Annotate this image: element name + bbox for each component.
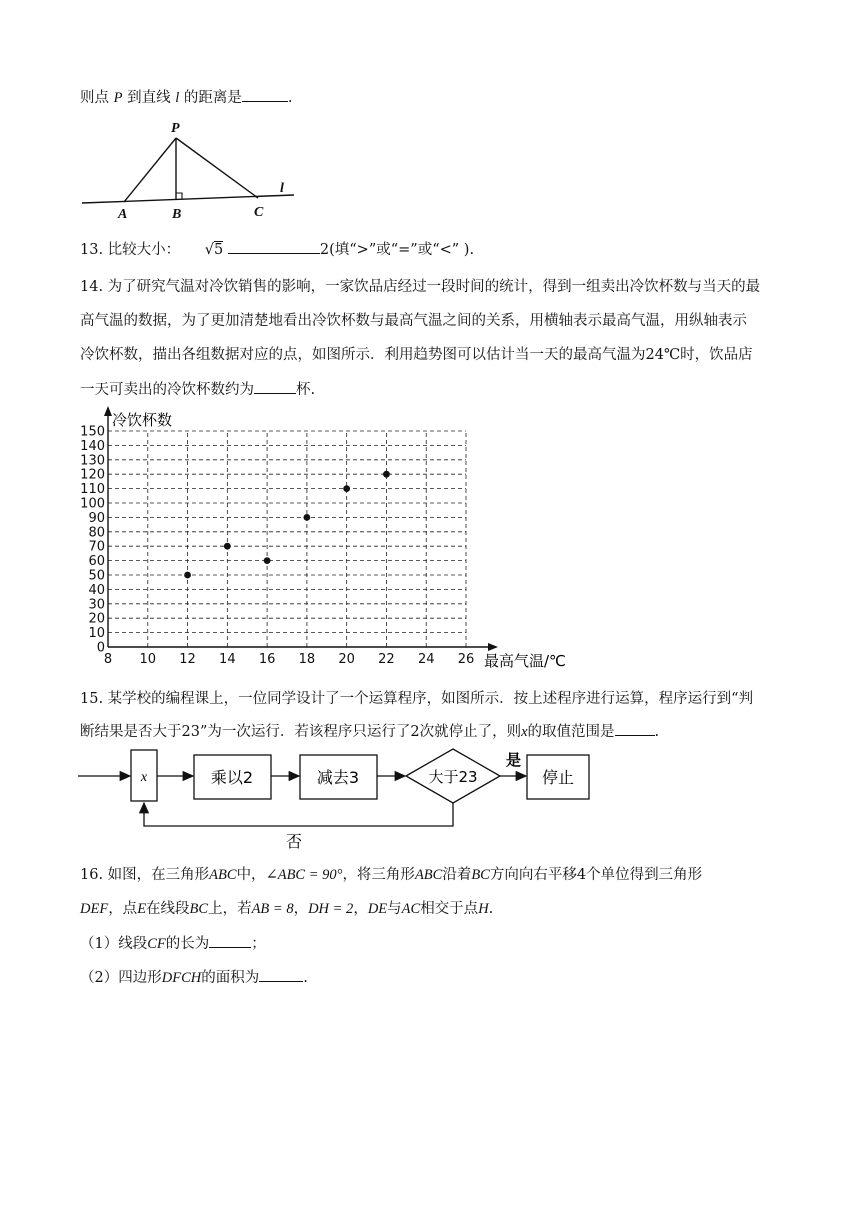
loop-back-arrow [144, 803, 453, 826]
x-tick-label: 26 [457, 652, 475, 667]
x-tick-label: 8 [103, 652, 113, 667]
answer-blank[interactable] [209, 932, 251, 948]
x-axis-label: 最高气温/℃ [484, 652, 566, 670]
x-tick-label: 20 [338, 652, 355, 667]
svg-text:减去3: 减去3 [316, 768, 360, 787]
y-tick-label: 30 [88, 597, 105, 613]
y-tick-label: 80 [88, 525, 105, 541]
x-tick-label: 14 [219, 652, 236, 667]
svg-text:是: 是 [506, 751, 522, 769]
answer-blank[interactable] [242, 86, 288, 102]
y-tick-label: 10 [88, 626, 105, 642]
question-16-line2: DEF，点E在线段BC上，若AB = 8，DH = 2，DE与AC相交于点H. [80, 901, 494, 917]
answer-blank[interactable] [259, 966, 303, 982]
x-tick-label: 10 [139, 652, 157, 667]
y-tick-label: 50 [88, 568, 105, 584]
svg-text:否: 否 [286, 832, 303, 851]
svg-text:乘以2: 乘以2 [210, 768, 254, 787]
label-l: l [280, 181, 284, 196]
x-tick-label: 18 [298, 652, 316, 667]
x-tick-label: 16 [258, 652, 276, 667]
triangle-figure [78, 118, 302, 222]
data-point [383, 471, 390, 478]
data-points [184, 471, 390, 579]
label-p: P [171, 121, 180, 136]
data-point [184, 572, 191, 579]
label-b: B [172, 207, 182, 222]
line-l [82, 195, 294, 203]
y-tick-label: 60 [88, 554, 105, 570]
label-a: A [118, 207, 128, 222]
x-tick-labels [104, 652, 474, 667]
question-15-line2: 断结果是否大于23”为一次运行．若该程序只运行了2次就停止了，则x的取值范围是 . [80, 720, 659, 743]
flowchart [78, 744, 598, 860]
right-angle-mark [176, 193, 182, 199]
y-tick-label: 100 [80, 496, 105, 512]
y-tick-label: 120 [80, 467, 105, 483]
y-tick-label: 40 [88, 582, 105, 598]
x-tick-label: 12 [179, 652, 196, 667]
scatter-chart [70, 404, 590, 674]
question-13: 13. 比较大小： √5 2(填“>”或“=”或“<” ). [80, 238, 474, 261]
data-point [224, 543, 231, 550]
answer-blank[interactable] [254, 378, 296, 394]
y-axis-arrow [104, 406, 112, 416]
segment-pc [176, 138, 258, 198]
label-c: C [254, 205, 264, 220]
y-tick-label: 150 [80, 424, 105, 440]
y-tick-labels [80, 425, 105, 656]
y-tick-label: 20 [88, 611, 105, 627]
question-16-sub2: （2）四边形DFCH的面积为 . [80, 966, 308, 989]
question-15-line1: 15. 某学校的编程课上，一位同学设计了一个运算程序，如图所示．按上述程序进行运算，程序运行到“判 [80, 691, 754, 707]
question-16-line1: 16. 如图，在三角形ABC中，∠ABC = 90°，将三角形ABC沿着BC方向向右平移4个单位得到三角形 [80, 867, 703, 883]
q12-text: 则点 P 到直线 l 的距离是 . [80, 86, 292, 109]
y-tick-label: 140 [80, 438, 105, 454]
x-tick-label: 22 [378, 652, 395, 667]
question-14-line1: 14. 为了研究气温对冷饮销售的影响，一家饮品店经过一段时间的统计，得到一组卖出冷饮杯数与当天的最 [80, 279, 761, 295]
svg-text:停止: 停止 [541, 768, 575, 787]
question-14-line3: 冷饮杯数，描出各组数据对应的点，如图所示．利用趋势图可以估计当一天的最高气温为24℃时，饮品店 [80, 347, 753, 363]
answer-blank[interactable] [615, 720, 655, 736]
data-point [303, 514, 310, 521]
question-14-line4: 一天可卖出的冷饮杯数约为 杯. [80, 378, 315, 401]
chart-axes [104, 406, 498, 651]
segment-pa [124, 138, 176, 202]
data-point [264, 557, 271, 564]
y-tick-label: 70 [88, 539, 105, 555]
question-14-line2: 高气温的数据，为了更加清楚地看出冷饮杯数与最高气温之间的关系，用横轴表示最高气温，用纵轴表示 [80, 313, 747, 329]
y-tick-label: 130 [80, 453, 105, 469]
y-tick-label: 90 [88, 510, 105, 526]
y-tick-label: 110 [80, 482, 105, 498]
x-axis-arrow [488, 643, 498, 651]
svg-text:x: x [140, 770, 148, 785]
x-tick-label: 24 [417, 652, 435, 667]
question-16-sub1: （1）线段CF的长为 ； [80, 932, 266, 955]
data-point [343, 485, 350, 492]
chart-grid [108, 431, 466, 647]
answer-blank[interactable] [228, 238, 320, 254]
y-axis-label: 冷饮杯数 [112, 411, 173, 429]
svg-text:大于23: 大于23 [428, 768, 478, 786]
y-tick-label: 0 [96, 640, 105, 656]
